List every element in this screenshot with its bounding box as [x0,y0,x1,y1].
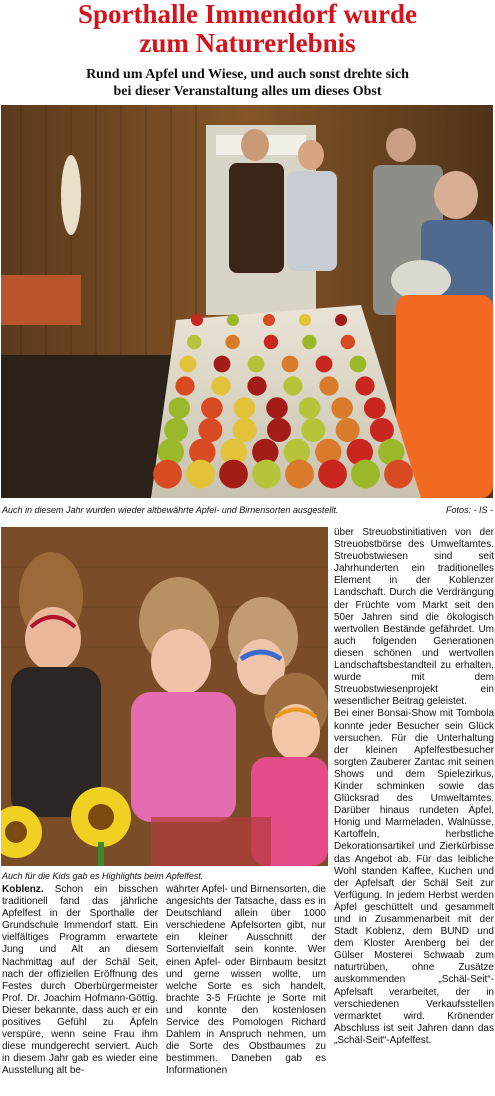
apple-fruit [319,376,338,395]
subheadline-line-2: bei dieser Veranstaltung alles um dieses Obst [113,84,382,99]
column-3-paragraph-1: über Streuobstinitiativen von der Streuobstbörse des Umweltamtes. Streuobstwiesen sind seit Jahrhunderten ein traditionelles Element in der Koblenzer Landschaft. Durch die Verdrängung der Früchte vom Markt seit den 50er Jahren sind die ökologisch wertvollen Bestände gefährdet. Um auch folgenden Generationen diesen schönen und wertvollen Landschaftsbestandteil zu erhalten, wurde mit dem Streuobstwiesenprojekt ein wesentlicher Beitrag geleistet. [334,527,494,708]
apple-fruit [341,335,355,349]
kids-illustration [1,527,328,866]
apple-fruit [263,314,275,326]
apple-fruit [336,418,360,442]
apple-fruit [282,356,299,373]
apple-fruit [248,356,265,373]
apple-fruit [351,460,380,489]
apple-fruit [180,356,197,373]
apple-fruit [252,460,281,489]
apple-fruit [186,460,215,489]
apple-fruit [187,335,201,349]
apple-fruit [331,397,353,419]
apple-fruit [283,376,302,395]
apple-fruit [384,460,413,489]
apple-fruit [335,314,347,326]
photo-credit: Fotos: - IS - [445,505,493,515]
article-column-2 [166,884,326,1078]
apple-fruit [264,335,278,349]
apple-fruit [299,397,321,419]
apple-fruit [234,397,256,419]
apple-fruit [302,335,316,349]
apple-fruit [316,356,333,373]
apple-fruit [364,397,386,419]
column-1-text: Schon ein bisschen traditionell fand das jährliche Apfelfest in der Sporthalle der Grundschule Immendorf statt. Ein vielfältiges Programm erwartete Jung und Alt an diesem Nachmittag auf der Schäl Seit, nach der offiziellen Eröffnung des Festes durch Oberbürgermeister Prof. Dr. Joachim Hofmann-Göttig. Dieser bekannte, dass auch er ein positives Gefühl zu Äpfeln verspüre, wenn seine Frau ihm diese mundgerecht serviert. Auch in diesem Jahr gab es wieder eine Ausstellung alt be- [2,884,158,1077]
apple-fruit [191,314,203,326]
apple-fruit [164,418,188,442]
subheadline [0,66,495,100]
apple-fruit [227,314,239,326]
apple-fruit [153,460,182,489]
apple-fruit [211,376,230,395]
apple-fruit [266,397,288,419]
headline-line-2: zum Naturerlebnis [139,28,356,58]
subheadline-line-1: Rund um Apfel und Wiese, und auch sonst drehte sich [86,67,409,82]
apple-fruit [219,460,248,489]
apple-fruit [175,376,194,395]
apple-fruit [233,418,257,442]
apple-fruit [169,397,191,419]
apple-fruit [267,418,291,442]
apple-fruit [370,418,394,442]
apple-fruit [318,460,347,489]
apple-fruit [201,397,223,419]
apple-fruit [301,418,325,442]
headline-line-1: Sporthalle Immendorf wurde [78,0,417,29]
apple-fruit [214,356,231,373]
column-2-text: währter Apfel- und Birnensorten, die angesichts der Tatsache, dass es in Deutschland allein über 1000 verschiedene Apfelsorten gibt, nur ein kleiner Ausschnitt der Sortenvielfalt sein konnte. Wer einen Apfel- oder Birnbaum besitzt und gerne wissen wollte, um welche Sorte es sich handelt, brachte 3-5 Früchte je Sorte mit und konnte den kostenlosen Service des Pomologen Richard Dahlem in Anspruch nehmen, um die Sorte des Obstbaumes zu bestimmen. Daneben gab es Informationen [166,884,326,1077]
apple-exhibition-photo [1,105,493,498]
dateline: Koblenz. [2,884,44,895]
apple-fruit [285,460,314,489]
apple-exhibition-illustration [1,105,493,498]
headline [0,0,495,58]
apple-fruit [247,376,266,395]
apple-fruit [225,335,239,349]
bottom-photo-caption: Auch für die Kids gab es Highlights beim Apfelfest. [2,871,204,881]
apple-fruit [350,356,367,373]
article-column-3 [334,527,494,1047]
apple-fruit [355,376,374,395]
kids-face-paint-photo [1,527,328,866]
column-3-paragraph-2: Bei einer Bonsai-Show mit Tombola konnte jeder Besucher sein Glück versuchen. Für die Unterhaltung der kleinen Apfelfestbesucher sorgten Zauberer Zantac mit seinen Shows und dem Spielezirkus, Kinder schminken sowie das Glücksrad des Umweltamtes. Darüber hinaus rundeten Äpfel, Honig und Marmeladen, Walnüsse, Kartoffeln, herbstliche Dekorationsartikel und Zierkürbisse das Angebot ab. Für das leibliche Wohl standen Kaffee, Kuchen und der Apfelsaft der Schäl Seit zur Verfügung. In jedem Herbst werden Äpfel geschüttelt und gesammelt und in Zusammenarbeit mit der Stadt Koblenz, dem BUND und dem Kloster Arenberg bei der Gülser Mosterei Schwaab zum naturtrüben, ohne Zusätze auskommenden „Schäl-Seit“-Apfelsaft verarbeitet, der in verschiedenen Verkaufsstellen vermarktet wird. Krönender Abschluss ist seit Jahren dann das „Schäl-Seit“-Apfelfest. [334,708,494,1046]
apple-fruit [299,314,311,326]
top-photo-caption: Auch in diesem Jahr wurden wieder altbewährte Apfel- und Birnensorten ausgestellt. [2,505,339,515]
apple-fruit [198,418,222,442]
article-column-1 [2,884,158,1078]
